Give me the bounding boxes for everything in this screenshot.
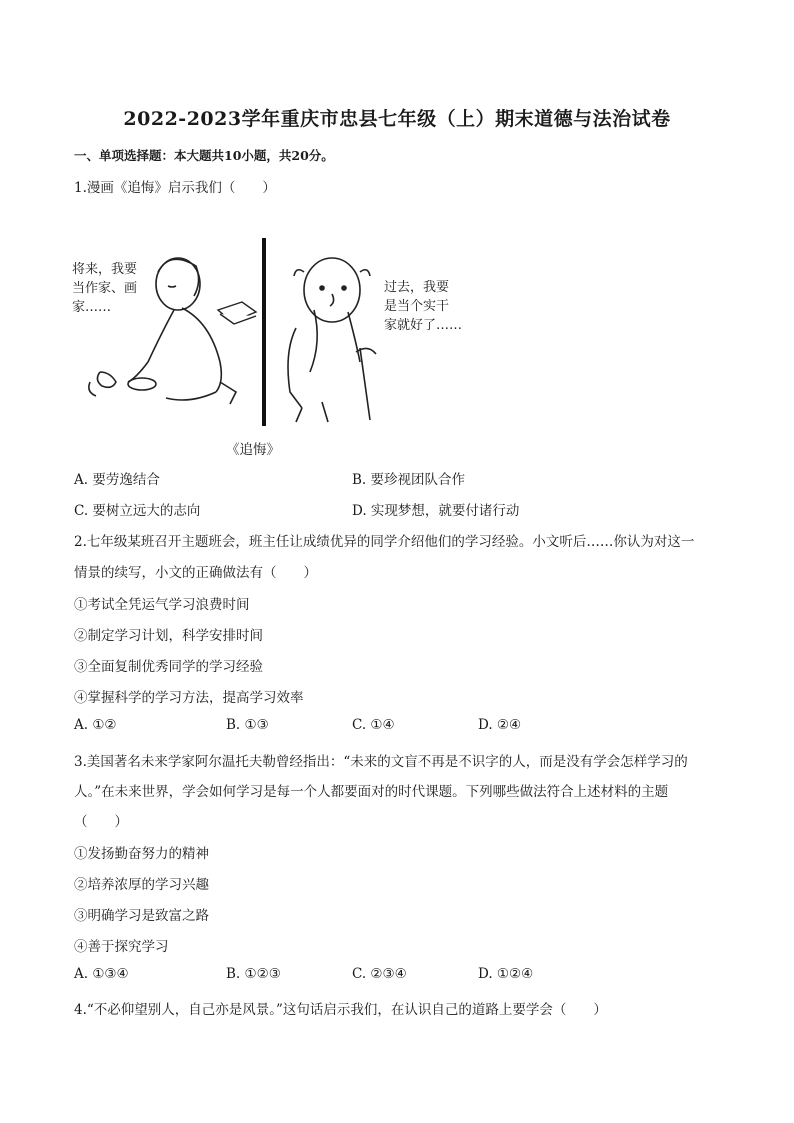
old-man-speech bbox=[384, 278, 462, 335]
q3-stem-line1: 3.美国著名未来学家阿尔温托夫勒曾经指出：“未来的文盲不再是不识字的人，而是没有学会怎样学习的 bbox=[74, 754, 688, 770]
q2-item: ④掌握科学的学习方法，提高学习效率 bbox=[74, 690, 304, 706]
q1-option-a[interactable]: A. 要劳逸结合 bbox=[74, 472, 160, 488]
q1-option-d[interactable]: D. 实现梦想，就要付诸行动 bbox=[352, 503, 520, 519]
girl-speech bbox=[72, 260, 137, 317]
q2-stem-line1: 2.七年级某班召开主题班会，班主任让成绩优异的同学介绍他们的学习经验。小文听后……你认为对这一 bbox=[74, 534, 695, 550]
q3-item: ①发扬勤奋努力的精神 bbox=[74, 846, 209, 862]
q2-stem-line2: 情景的续写，小文的正确做法有（ ） bbox=[74, 565, 317, 581]
girl-speech-line: 当作家、画 bbox=[72, 281, 138, 296]
girl-speech-line: 将来，我要 bbox=[72, 262, 138, 277]
old-man-speech-line: 过去，我要 bbox=[384, 280, 450, 295]
section-header: 一、单项选择题：本大题共10小题，共20分。 bbox=[74, 148, 334, 163]
q2-item: ②制定学习计划，科学安排时间 bbox=[74, 628, 263, 644]
q3-item: ②培养浓厚的学习兴趣 bbox=[74, 877, 209, 893]
q3-option-b[interactable]: B. ①②③ bbox=[226, 966, 281, 982]
q3-option-a[interactable]: A. ①③④ bbox=[74, 966, 129, 982]
q2-option-c[interactable]: C. ①④ bbox=[352, 717, 395, 733]
q3-item: ③明确学习是致富之路 bbox=[74, 908, 209, 924]
q2-option-b[interactable]: B. ①③ bbox=[226, 717, 269, 733]
exam-title: 2022-2023学年重庆市忠县七年级（上）期末道德与法治试卷 bbox=[123, 108, 671, 130]
girl-speech-line: 家…… bbox=[72, 300, 112, 315]
q2-item: ①考试全凭运气学习浪费时间 bbox=[74, 597, 250, 613]
q2-option-a[interactable]: A. ①② bbox=[74, 717, 117, 733]
q3-stem-line2: 人。”在未来世界，学会如何学习是每一个人都要面对的时代课题。下列哪些做法符合上述材料的主题 bbox=[74, 784, 669, 800]
old-man-speech-line: 家就好了…… bbox=[384, 318, 463, 333]
old-man-speech-line: 是当个实干 bbox=[384, 299, 450, 314]
q4-stem: 4.“不必仰望别人，自己亦是风景。”这句话启示我们，在认识自己的道路上要学会（ ） bbox=[74, 1002, 607, 1018]
q3-stem-line3: （ ） bbox=[74, 814, 128, 830]
q2-item: ③全面复制优秀同学的学习经验 bbox=[74, 659, 263, 675]
comic-illustration bbox=[70, 232, 490, 432]
q3-option-c[interactable]: C. ②③④ bbox=[352, 966, 407, 982]
q3-option-d[interactable]: D. ①②④ bbox=[478, 966, 534, 982]
q3-item: ④善于探究学习 bbox=[74, 939, 169, 955]
q1-option-c[interactable]: C. 要树立远大的志向 bbox=[74, 503, 201, 519]
q1-stem: 1.漫画《追悔》启示我们（ ） bbox=[74, 180, 276, 196]
q2-option-d[interactable]: D. ②④ bbox=[478, 717, 522, 733]
comic-caption: 《追悔》 bbox=[226, 442, 280, 458]
q1-option-b[interactable]: B. 要珍视团队合作 bbox=[352, 472, 466, 488]
